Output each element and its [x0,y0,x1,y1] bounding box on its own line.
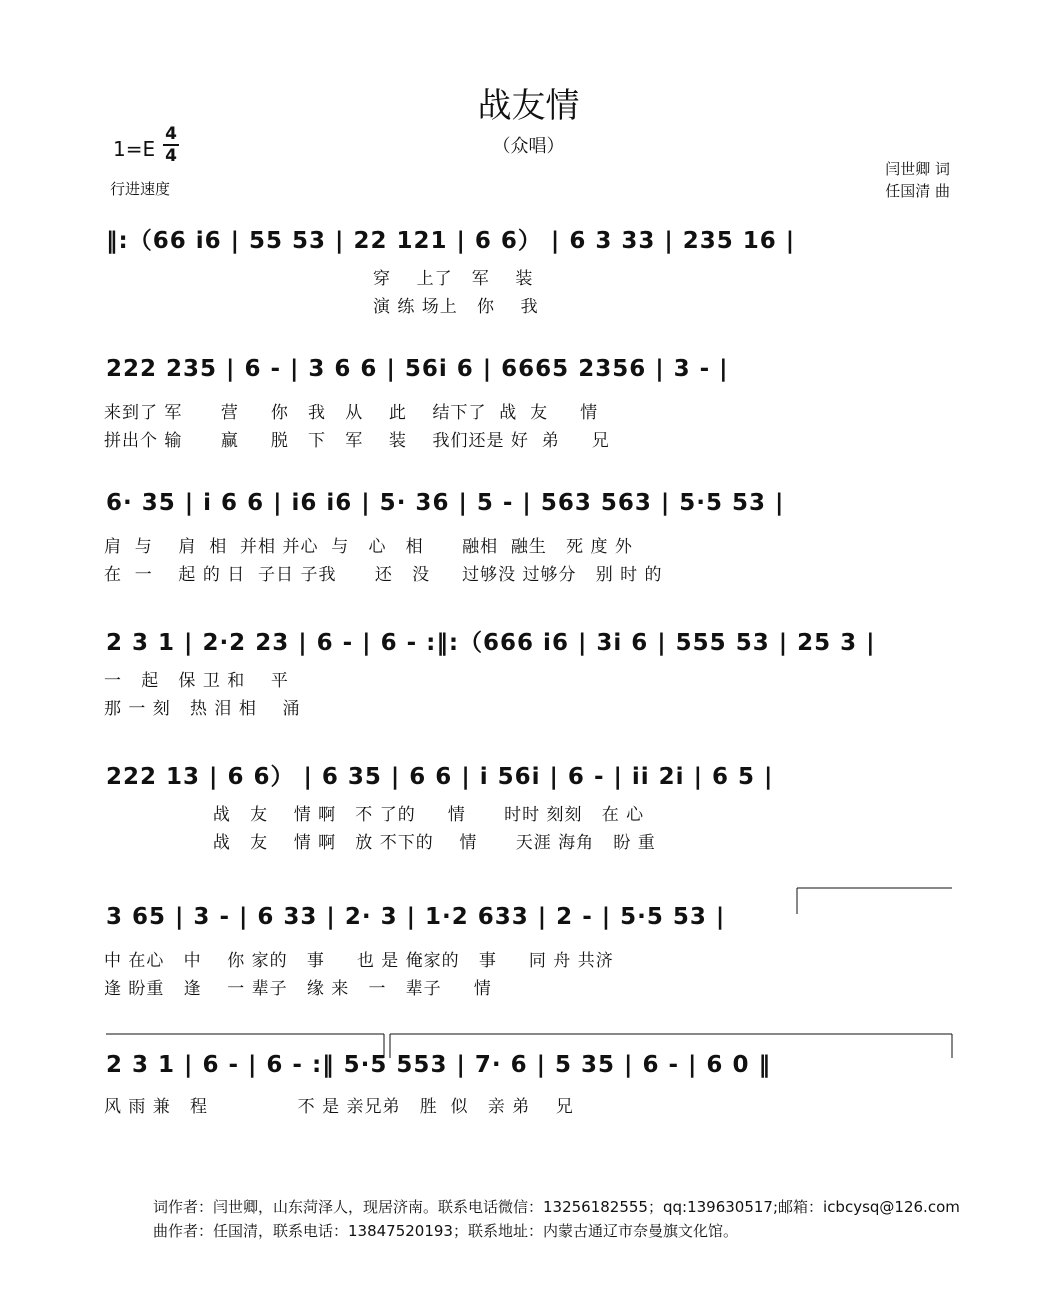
score-system-6 [0,886,1057,999]
lyrics-verse-2: 拼出个 输 赢 脱 下 军 装 我们还是 好 弟 兄 [104,431,610,451]
score-system-5 [0,758,1057,858]
lyrics-verse-1: 风 雨 兼 程 不 是 亲兄弟 胜 似 亲 弟 兄 [104,1097,574,1117]
performance-note: （众唱） [492,136,565,157]
tempo-marking: 行进速度 [110,180,171,198]
score-system-3 [0,490,1057,590]
lyrics-verse-2: 那 一 刻 热 泪 相 涌 [104,699,301,719]
lyrics-verse-2: 在 一 起 的 日 子日 子我 还 没 过够没 过够分 别 时 的 [104,565,663,585]
score-system-4 [0,624,1057,724]
time-signature-bottom: 4 [165,146,177,166]
notation-line: ‖:（66 i6 | 55 53 | 22 121 | 6 6） | 6 3 33 | 235 16 | [106,228,796,254]
lyrics-verse-2: 演 练 场上 你 我 [104,297,539,317]
composer-credit: 任国清 曲 [885,182,950,200]
lyrics-verse-1: 中 在心 中 你 家的 事 也 是 俺家的 事 同 舟 共济 [104,951,614,971]
lyrics-verse-1: 肩 与 肩 相 并相 并心 与 心 相 融相 融生 死 度 外 [104,537,633,557]
notation-line: 222 235 | 6 - | 3 6 6 | 56i 6 | 6665 2356 | 3 - | [106,356,729,382]
notation-line: 2 3 1 | 6 - | 6 - :‖ 5·5 553 | 7· 6 | 5 35 | 6 - | 6 0 ‖ [106,1052,771,1078]
score-system-2 [0,356,1057,456]
lyrics-verse-1: 来到了 军 营 你 我 从 此 结下了 战 友 情 [104,403,599,423]
notation-line: 222 13 | 6 6） | 6 35 | 6 6 | i 56i | 6 - | ii 2i | 6 5 | [106,764,774,790]
lyrics-verse-2: 逢 盼重 逢 一 辈子 缘 来 一 辈子 情 [104,979,492,999]
notation-line: 2 3 1 | 2·2 23 | 6 - | 6 - :‖:（666 i6 | 3i 6 | 555 53 | 25 3 | [106,630,876,656]
lyrics-verse-1: 一 起 保 卫 和 平 [104,671,289,691]
lyricist-info: 词作者：闫世卿，山东菏泽人，现居济南。联系电话微信：13256182555；qq:139630517;邮箱：icbcysq@126.com [153,1198,960,1216]
notation-line: 6· 35 | i 6 6 | i6 i6 | 5· 36 | 5 - | 563 563 | 5·5 53 | [106,490,785,516]
lyrics-verse-1: 战 友 情 啊 不 了的 情 时时 刻刻 在 心 [104,805,645,825]
score-system-7 [0,1032,1057,1122]
lyrics-verse-2: 战 友 情 啊 放 不下的 情 天涯 海角 盼 重 [104,833,656,853]
time-signature-top: 4 [165,124,177,144]
score-system-1 [0,222,1057,322]
lyrics-verse-1: 穿 上了 军 装 [104,269,534,289]
key-signature: 1=E [113,137,156,161]
composer-info: 曲作者：任国清，联系电话：13847520193；联系地址：内蒙古通辽市奈曼旗文化馆。 [153,1222,738,1240]
lyricist-credit: 闫世卿 词 [885,160,950,178]
song-title: 战友情 [477,86,580,126]
time-signature [163,124,179,166]
notation-line: 3 65 | 3 - | 6 33 | 2· 3 | 1·2 633 | 2 - | 5·5 53 | [106,904,726,930]
